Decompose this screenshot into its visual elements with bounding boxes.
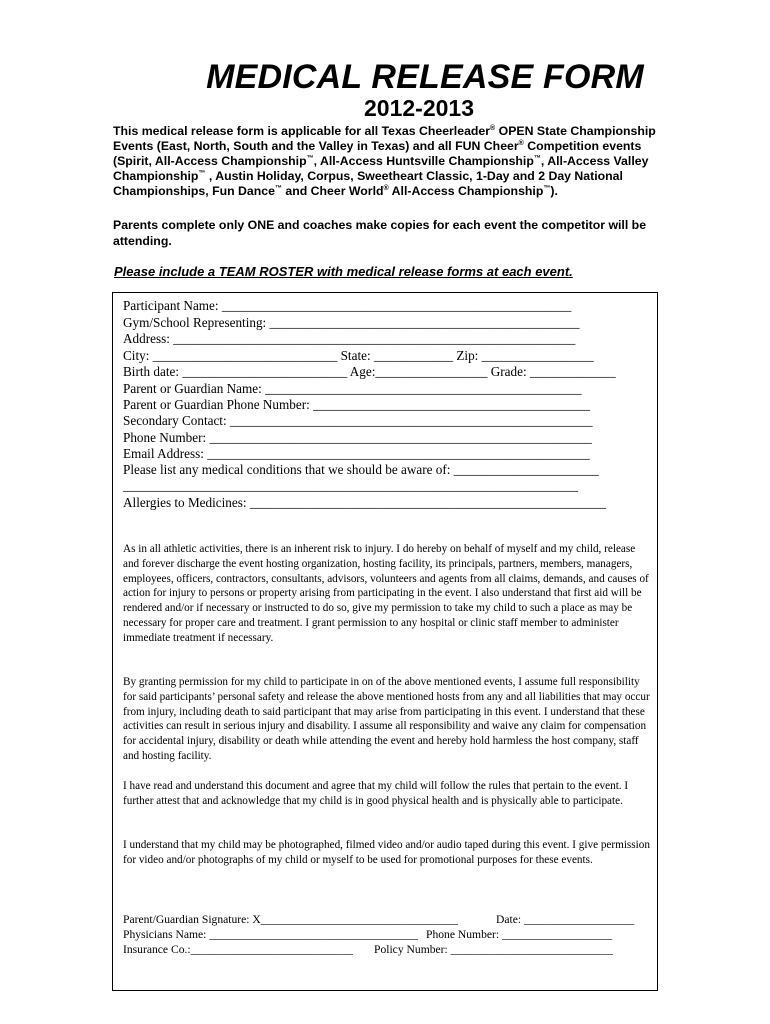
acknowledge-paragraph: I have read and understand this document and agree that my child will follow the rules that pertain to the event. I further attest that and acknowledge that my child is in good physical health and is physically able to participate.	[123, 780, 629, 807]
parents-note: Parents complete only ONE and coaches make copies for each event the competitor will be attending.	[113, 218, 647, 248]
form-year: 2012-2013	[364, 95, 474, 121]
email-address-field[interactable]: Email Address: __________________________________________________________	[123, 446, 590, 461]
city-state-zip-field[interactable]: City: ____________________________ State: ____________ Zip: _________________	[123, 348, 594, 363]
address-field[interactable]: Address: _____________________________________________________________	[123, 331, 576, 346]
participant-name-field[interactable]: Participant Name: _____________________________________________________	[123, 298, 572, 313]
trademark-mark: ™	[533, 154, 541, 162]
permission-paragraph: By granting permission for my child to participate in on of the above mentioned events, I assume full responsibility for said participants’ personal safety and release the above mentioned hosts from any and all liabilities that may occur from injury, including death to said participant that may arise from participating in this event. I understand that these activities can result in serious injury and disability. I assume all responsibility and waive any claim for compensation for accidental injury, disability or death while attending the event and hereby hold harmless the host company, staff and hosting facility.	[123, 676, 650, 762]
guardian-signature-field[interactable]: Parent/Guardian Signature: X__________________________________	[123, 913, 458, 926]
physician-phone-field[interactable]: Phone Number: ___________________	[426, 928, 613, 941]
page-title: MEDICAL RELEASE FORM	[206, 58, 644, 96]
physicians-name-field[interactable]: Physicians Name: ____________________________________	[123, 928, 418, 941]
insurance-company-field[interactable]: Insurance Co.:____________________________	[123, 943, 353, 956]
parent-name-field[interactable]: Parent or Guardian Name: ________________________________________________	[123, 381, 582, 396]
photo-paragraph: I understand that my child may be photographed, filmed video and/or audio taped during this event. I give permission for video and/or photographs of my child or myself to be used for promotional purposes for these events.	[123, 839, 650, 866]
risk-paragraph: As in all athletic activities, there is an inherent risk to injury. I do hereby on behalf of myself and my child, release and forever discharge the event hosting organization, hosting facility, its principals, partners, members, managers, employees, officers, contractors, consultants, advisors, volunteers and agents from all claims, demands, and causes of action for injury to persons or property arising from participating in the event. I also understand that first aid will be rendered and/or if necessary or instructed to do so, give my permission to take my child to such a place as may be necessary for proper care and treatment. I grant permission to any hospital or clinic staff member to administer immediate treatment if necessary.	[123, 543, 649, 644]
policy-number-field[interactable]: Policy Number: ____________________________	[374, 943, 613, 956]
trademark-mark: ™	[306, 154, 314, 162]
trademark-mark: ™	[543, 184, 551, 192]
phone-number-field[interactable]: Phone Number: __________________________________________________________	[123, 430, 592, 445]
registered-mark: ®	[383, 184, 389, 192]
birthdate-age-grade-field[interactable]: Birth date: _________________________ Age:_________________ Grade: _____________	[123, 364, 616, 379]
trademark-mark: ™	[198, 169, 206, 177]
medical-conditions-line2[interactable]: _____________________________________________________________________	[123, 478, 578, 493]
parent-phone-field[interactable]: Parent or Guardian Phone Number: __________________________________________	[123, 397, 591, 412]
intro-paragraph: This medical release form is applicable for all Texas Cheerleader® OPEN State Championship Events (East, North, South and the Valley in Texas) and all FUN Cheer® Competition events (Spirit, All-Access Championship™, All-Access Huntsville Championship™, All-Access Valley Championship™ , Austin Holiday, Corpus, Sweetheart Classic, 1-Day and 2 Day National Championships, Fun Dance™ and Cheer World® All-Access Championship™).	[113, 124, 656, 198]
registered-mark: ®	[518, 139, 524, 147]
trademark-mark: ™	[274, 184, 282, 192]
registered-mark: ®	[490, 124, 496, 132]
secondary-contact-field[interactable]: Secondary Contact: _______________________________________________________	[123, 413, 593, 428]
roster-note: Please include a TEAM ROSTER with medical release forms at each event.	[114, 264, 573, 279]
gym-school-field[interactable]: Gym/School Representing: _______________________________________________	[123, 315, 580, 330]
signature-date-field[interactable]: Date: ___________________	[496, 913, 635, 926]
medical-conditions-field[interactable]: Please list any medical conditions that we should be aware of: ______________________	[123, 462, 599, 477]
allergies-field[interactable]: Allergies to Medicines: ______________________________________________________	[123, 495, 606, 510]
